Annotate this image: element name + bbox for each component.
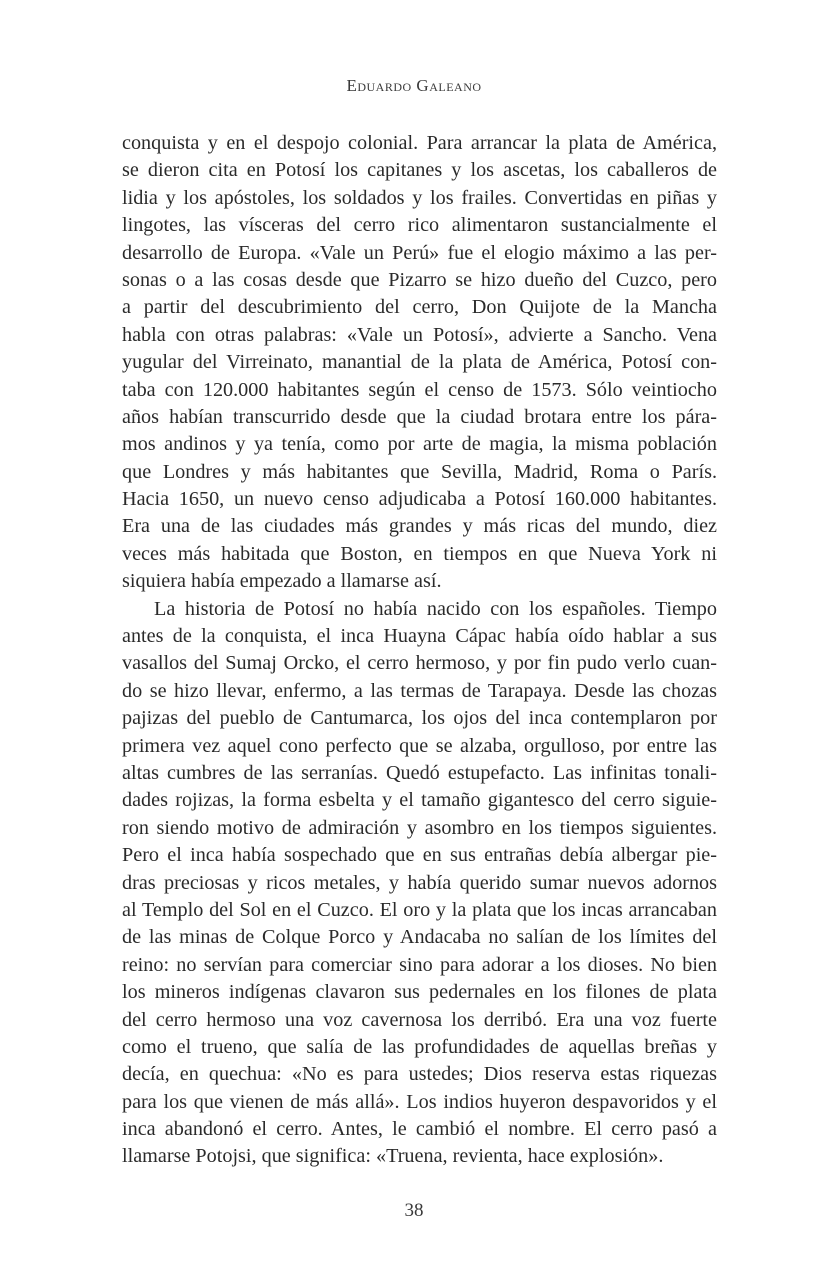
text-line: Pero el inca había sospechado que en sus entrañas debía albergar pie-	[122, 844, 717, 867]
text-line: dades rojizas, la forma esbelta y el tamaño gigantesco del cerro siguie-	[122, 789, 717, 812]
text-line: vasallos del Sumaj Orcko, el cerro hermoso, y por fin pudo verlo cuan-	[122, 652, 717, 675]
text-line: Hacia 1650, un nuevo censo adjudicaba a Potosí 160.000 habitantes.	[122, 488, 717, 511]
text-line: de las minas de Colque Porco y Andacaba no salían de los límites del	[122, 926, 717, 949]
text-line: llamarse Potojsi, que significa: «Truena, revienta, hace explosión».	[122, 1145, 664, 1168]
text-line: dras preciosas y ricos metales, y había querido sumar nuevos adornos	[122, 871, 717, 894]
text-line: reino: no servían para comerciar sino para adorar a los dioses. No bien	[122, 953, 717, 976]
text-line: mos andinos y ya tenía, como por arte de magia, la misma población	[122, 433, 717, 456]
text-line: taba con 120.000 habitantes según el censo de 1573. Sólo veintiocho	[122, 378, 717, 401]
text-line: habla con otras palabras: «Vale un Potosí», advierte a Sancho. Vena	[122, 323, 717, 346]
text-line: siquiera había empezado a llamarse así.	[122, 570, 442, 593]
text-line: yugular del Virreinato, manantial de la plata de América, Potosí con-	[122, 351, 717, 374]
text-line: inca abandonó el cerro. Antes, le cambió el nombre. El cerro pasó a	[122, 1118, 717, 1141]
text-line: que Londres y más habitantes que Sevilla, Madrid, Roma o París.	[122, 460, 717, 483]
text-line: pajizas del pueblo de Cantumarca, los ojos del inca contemplaron por	[122, 707, 717, 730]
running-head: Eduardo Galeano	[346, 76, 482, 95]
text-line: Era una de las ciudades más grandes y más ricas del mundo, diez	[122, 515, 717, 538]
text-line: primera vez aquel cono perfecto que se alzaba, orgulloso, por entre las	[122, 734, 717, 757]
paragraph-1	[122, 130, 717, 596]
text-line: altas cumbres de las serranías. Quedó estupefacto. Las infinitas tonali-	[122, 761, 717, 784]
text-line: años habían transcurrido desde que la ciudad brotara entre los pára-	[122, 405, 717, 428]
text-line: veces más habitada que Boston, en tiempos en que Nueva York ni	[122, 542, 717, 565]
text-line: a partir del descubrimiento del cerro, Don Quijote de la Mancha	[122, 296, 717, 319]
paragraph-2	[122, 596, 717, 1171]
page-number: 38	[404, 1200, 424, 1221]
text-line: do se hizo llevar, enfermo, a las termas de Tarapaya. Desde las chozas	[122, 679, 717, 702]
text-line: conquista y en el despojo colonial. Para arrancar la plata de América,	[122, 132, 717, 154]
text-line: se dieron cita en Potosí los capitanes y los ascetas, los caballeros de	[122, 159, 717, 182]
text-line: lingotes, las vísceras del cerro rico alimentaron sustancialmente el	[122, 214, 717, 237]
text-line: ron siendo motivo de admiración y asombro en los tiempos siguientes.	[122, 816, 717, 839]
text-line: sonas o a las cosas desde que Pizarro se hizo dueño del Cuzco, pero	[122, 268, 717, 291]
body-text	[122, 130, 717, 1171]
text-line: como el trueno, que salía de las profundidades de aquellas breñas y	[122, 1035, 717, 1058]
text-line: antes de la conquista, el inca Huayna Cápac había oído hablar a sus	[122, 625, 717, 648]
text-line: La historia de Potosí no había nacido con los españoles. Tiempo	[154, 597, 717, 620]
text-line: del cerro hermoso una voz cavernosa los derribó. Era una voz fuerte	[122, 1008, 717, 1031]
text-line: lidia y los apóstoles, los soldados y los frailes. Convertidas en piñas y	[122, 186, 717, 209]
text-line: al Templo del Sol en el Cuzco. El oro y la plata que los incas arrancaban	[122, 898, 717, 921]
text-line: desarrollo de Europa. «Vale un Perú» fue el elogio máximo a las per-	[122, 241, 717, 264]
text-line: los mineros indígenas clavaron sus pedernales en los filones de plata	[122, 981, 717, 1004]
text-line: decía, en quechua: «No es para ustedes; Dios reserva estas riquezas	[122, 1063, 717, 1086]
text-line: para los que vienen de más allá». Los indios huyeron despavoridos y el	[122, 1090, 717, 1113]
